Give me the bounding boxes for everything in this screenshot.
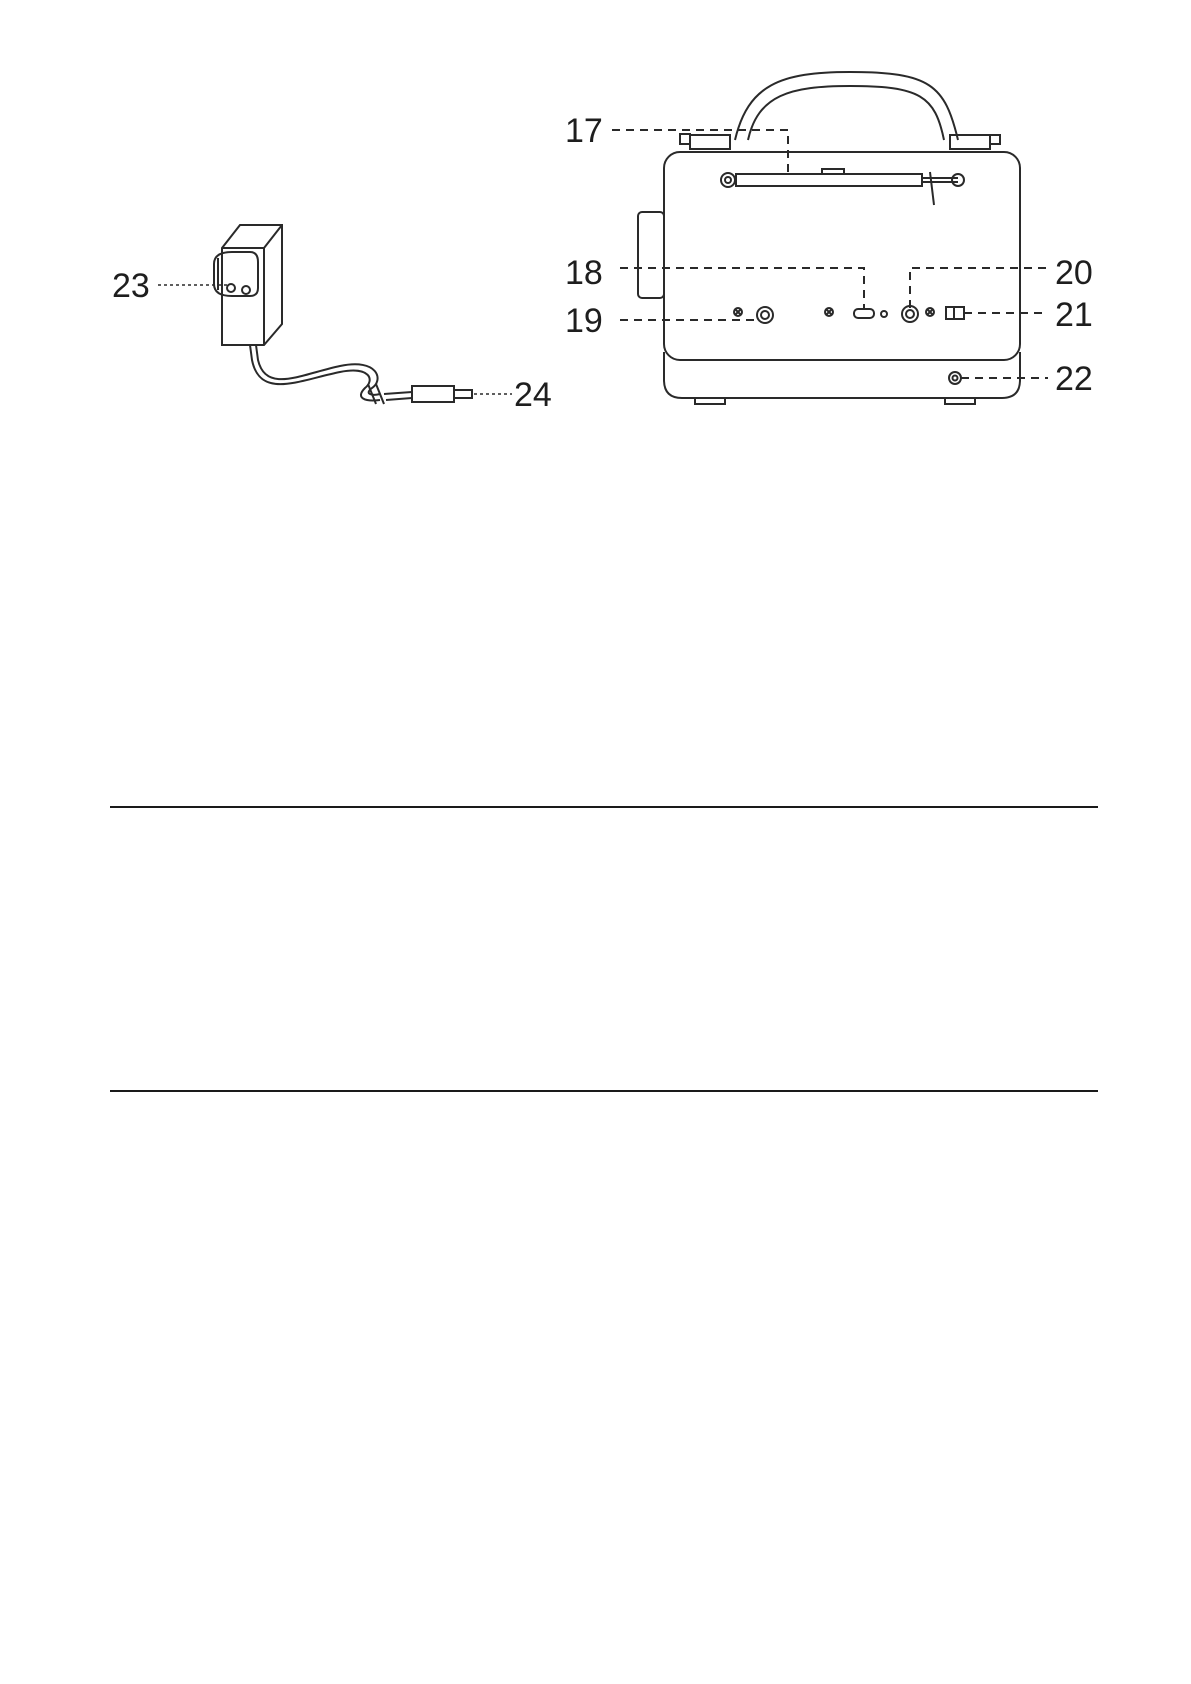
callout-21: 21 [1055,296,1093,334]
leader-lines [158,130,1048,394]
power-adapter [214,225,472,404]
callout-24: 24 [514,376,552,414]
callout-19: 19 [565,302,603,340]
callout-22: 22 [1055,360,1093,398]
callout-23: 23 [112,267,150,305]
section-divider-top [110,806,1098,808]
callout-labels [112,112,1093,414]
radio-rear-view [638,72,1020,404]
callout-18: 18 [565,254,603,292]
callout-17: 17 [565,112,603,150]
section-divider-bottom [110,1090,1098,1092]
callout-20: 20 [1055,254,1093,292]
